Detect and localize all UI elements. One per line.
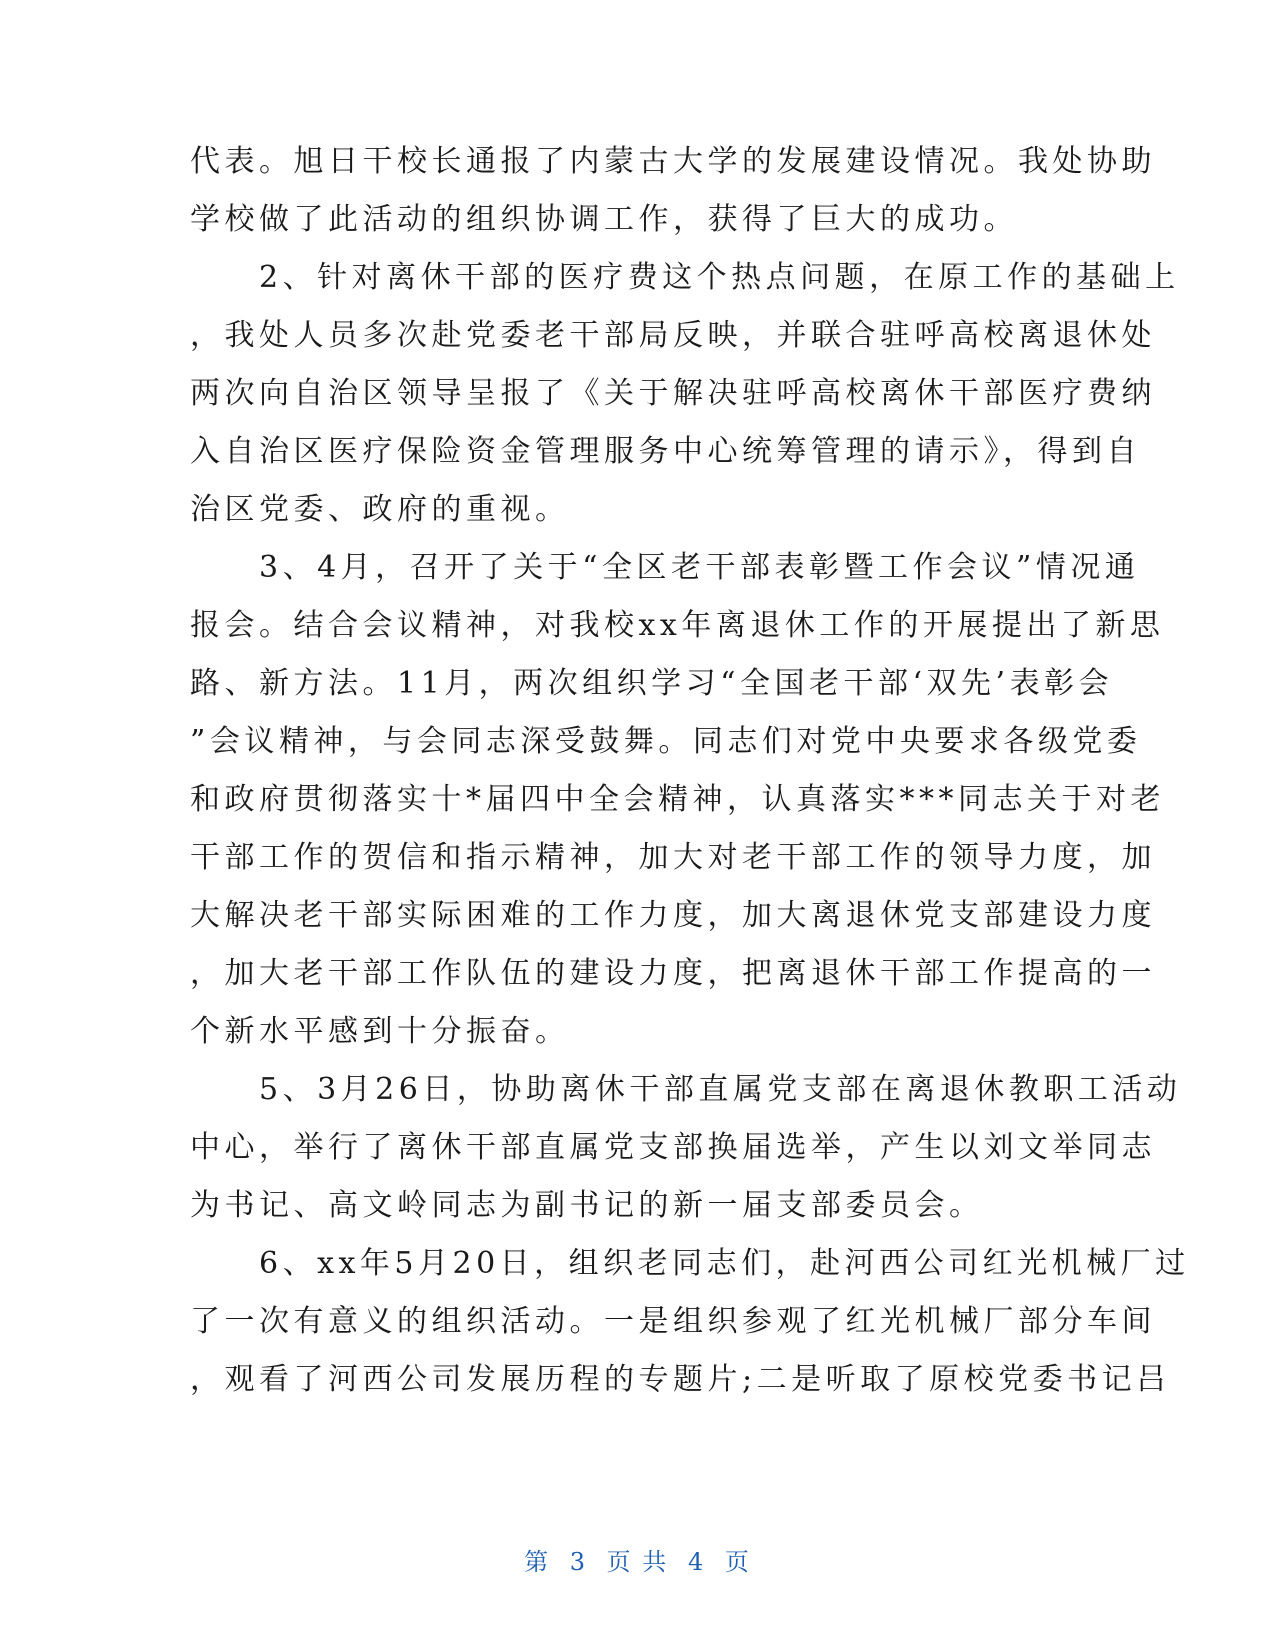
body-text-line: 路、新方法。11月，两次组织学习“全国老干部‘双先’表彰会 [190,666,1114,701]
footer-current-page: 3 [569,1548,588,1576]
body-text-line: 为书记、高文岭同志为副书记的新一届支部委员会。 [190,1188,984,1223]
body-text-line: 两次向自治区领导呈报了《关于解决驻呼高校离休干部医疗费纳 [190,376,1156,411]
body-text-line: ，加大老干部工作队伍的建设力度，把离退休干部工作提高的一 [190,956,1156,991]
body-text-line: 和政府贯彻落实十*届四中全会精神，认真落实***同志关于对老 [190,782,1165,817]
body-text-line: 入自治区医疗保险资金管理服务中心统筹管理的请示》，得到自 [190,434,1141,469]
body-text-line: 学校做了此活动的组织协调工作，获得了巨大的成功。 [190,202,1018,237]
footer-prefix: 第 [524,1548,551,1576]
footer-middle: 页 共 [606,1548,669,1576]
body-text-line: 3、4月，召开了关于“全区老干部表彰暨工作会议”情况通 [190,550,1140,585]
body-text-line: 5、3月26日，协助离休干部直属党支部在离退休教职工活动 [190,1072,1182,1107]
footer-suffix: 页 [724,1548,751,1576]
body-text-line: 个新水平感到十分振奋。 [190,1014,570,1049]
footer-total-pages: 4 [687,1548,706,1576]
body-text-line: 6、xx年5月20日，组织老同志们，赴河西公司红光机械厂过 [190,1246,1190,1281]
body-text-line: ”会议精神，与会同志深受鼓舞。同志们对党中央要求各级党委 [190,724,1142,759]
body-text-line: 干部工作的贺信和指示精神，加大对老干部工作的领导力度，加 [190,840,1156,875]
body-text-line: 治区党委、政府的重视。 [190,492,570,527]
body-text-line: 代表。旭日干校长通报了内蒙古大学的发展建设情况。我处协助 [190,144,1156,179]
body-text-line: ，观看了河西公司发展历程的专题片;二是听取了原校党委书记吕 [190,1362,1171,1397]
body-text-line: 报会。结合会议精神，对我校xx年离退休工作的开展提出了新思 [190,608,1165,643]
body-text-line: ，我处人员多次赴党委老干部局反映，并联合驻呼高校离退休处 [190,318,1156,353]
body-text-line: 2、针对离休干部的医疗费这个热点问题，在原工作的基础上 [190,260,1180,295]
body-text-line: 中心，举行了离休干部直属党支部换届选举，产生以刘文举同志 [190,1130,1156,1165]
body-text-line: 大解决老干部实际困难的工作力度，加大离退休党支部建设力度 [190,898,1156,933]
page-footer [0,1546,1275,1578]
body-text-line: 了一次有意义的组织活动。一是组织参观了红光机械厂部分车间 [190,1304,1156,1339]
